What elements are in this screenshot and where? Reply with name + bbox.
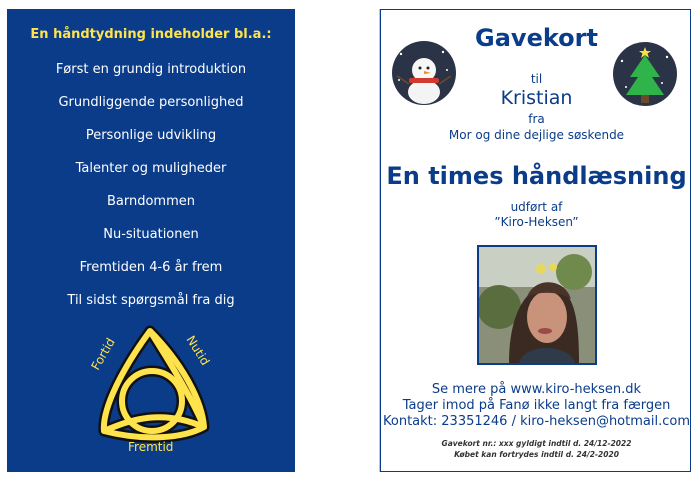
symbol-label-fremtid: Fremtid — [128, 440, 174, 454]
list-item: Fremtiden 4-6 år frem — [79, 260, 223, 275]
contact-line: Kontakt: 23351246 / kiro-heksen@hotmail.com — [383, 414, 690, 429]
location-line: Tager imod på Fanø ikke langt fra færgen — [402, 398, 671, 413]
performer-name: ”Kiro-Heksen” — [494, 215, 579, 229]
from-label: fra — [528, 112, 545, 126]
to-label: til — [530, 72, 543, 86]
left-panel — [7, 9, 295, 472]
list-item: Talenter og muligheder — [75, 161, 227, 176]
giver-name: Mor og dine dejlige søskende — [448, 128, 625, 142]
service-title: En times håndlæsning — [386, 162, 687, 190]
symbol-label-fortid: Fortid — [88, 335, 118, 373]
list-item: Grundliggende personlighed — [58, 95, 244, 110]
snowman-icon — [391, 40, 457, 106]
list-item: Personlige udvikling — [85, 128, 217, 143]
card-title: Gavekort — [475, 24, 598, 52]
card-number-line: Gavekort nr.: xxx gyldigt indtil d. 24/12-2022 — [441, 439, 632, 448]
christmas-tree-icon — [612, 41, 678, 107]
refund-line: Købet kan fortrydes indtil d. 24/2-2020 — [454, 450, 619, 459]
recipient-name: Kristian — [500, 87, 573, 109]
triquetra-icon — [62, 309, 237, 459]
list-item: Til sidst spørgsmål fra dig — [67, 293, 235, 308]
list-item: Barndommen — [106, 194, 195, 209]
left-heading: En håndtydning indeholder bl.a.: — [30, 27, 272, 42]
list-item: Nu-situationen — [103, 227, 199, 242]
list-item: Først en grundig introduktion — [55, 62, 247, 77]
symbol-label-nutid: Nutid — [183, 333, 213, 368]
performed-by-label: udført af — [510, 200, 563, 214]
portrait-photo — [477, 245, 597, 365]
website-line: Se mere på www.kiro-heksen.dk — [431, 382, 642, 397]
